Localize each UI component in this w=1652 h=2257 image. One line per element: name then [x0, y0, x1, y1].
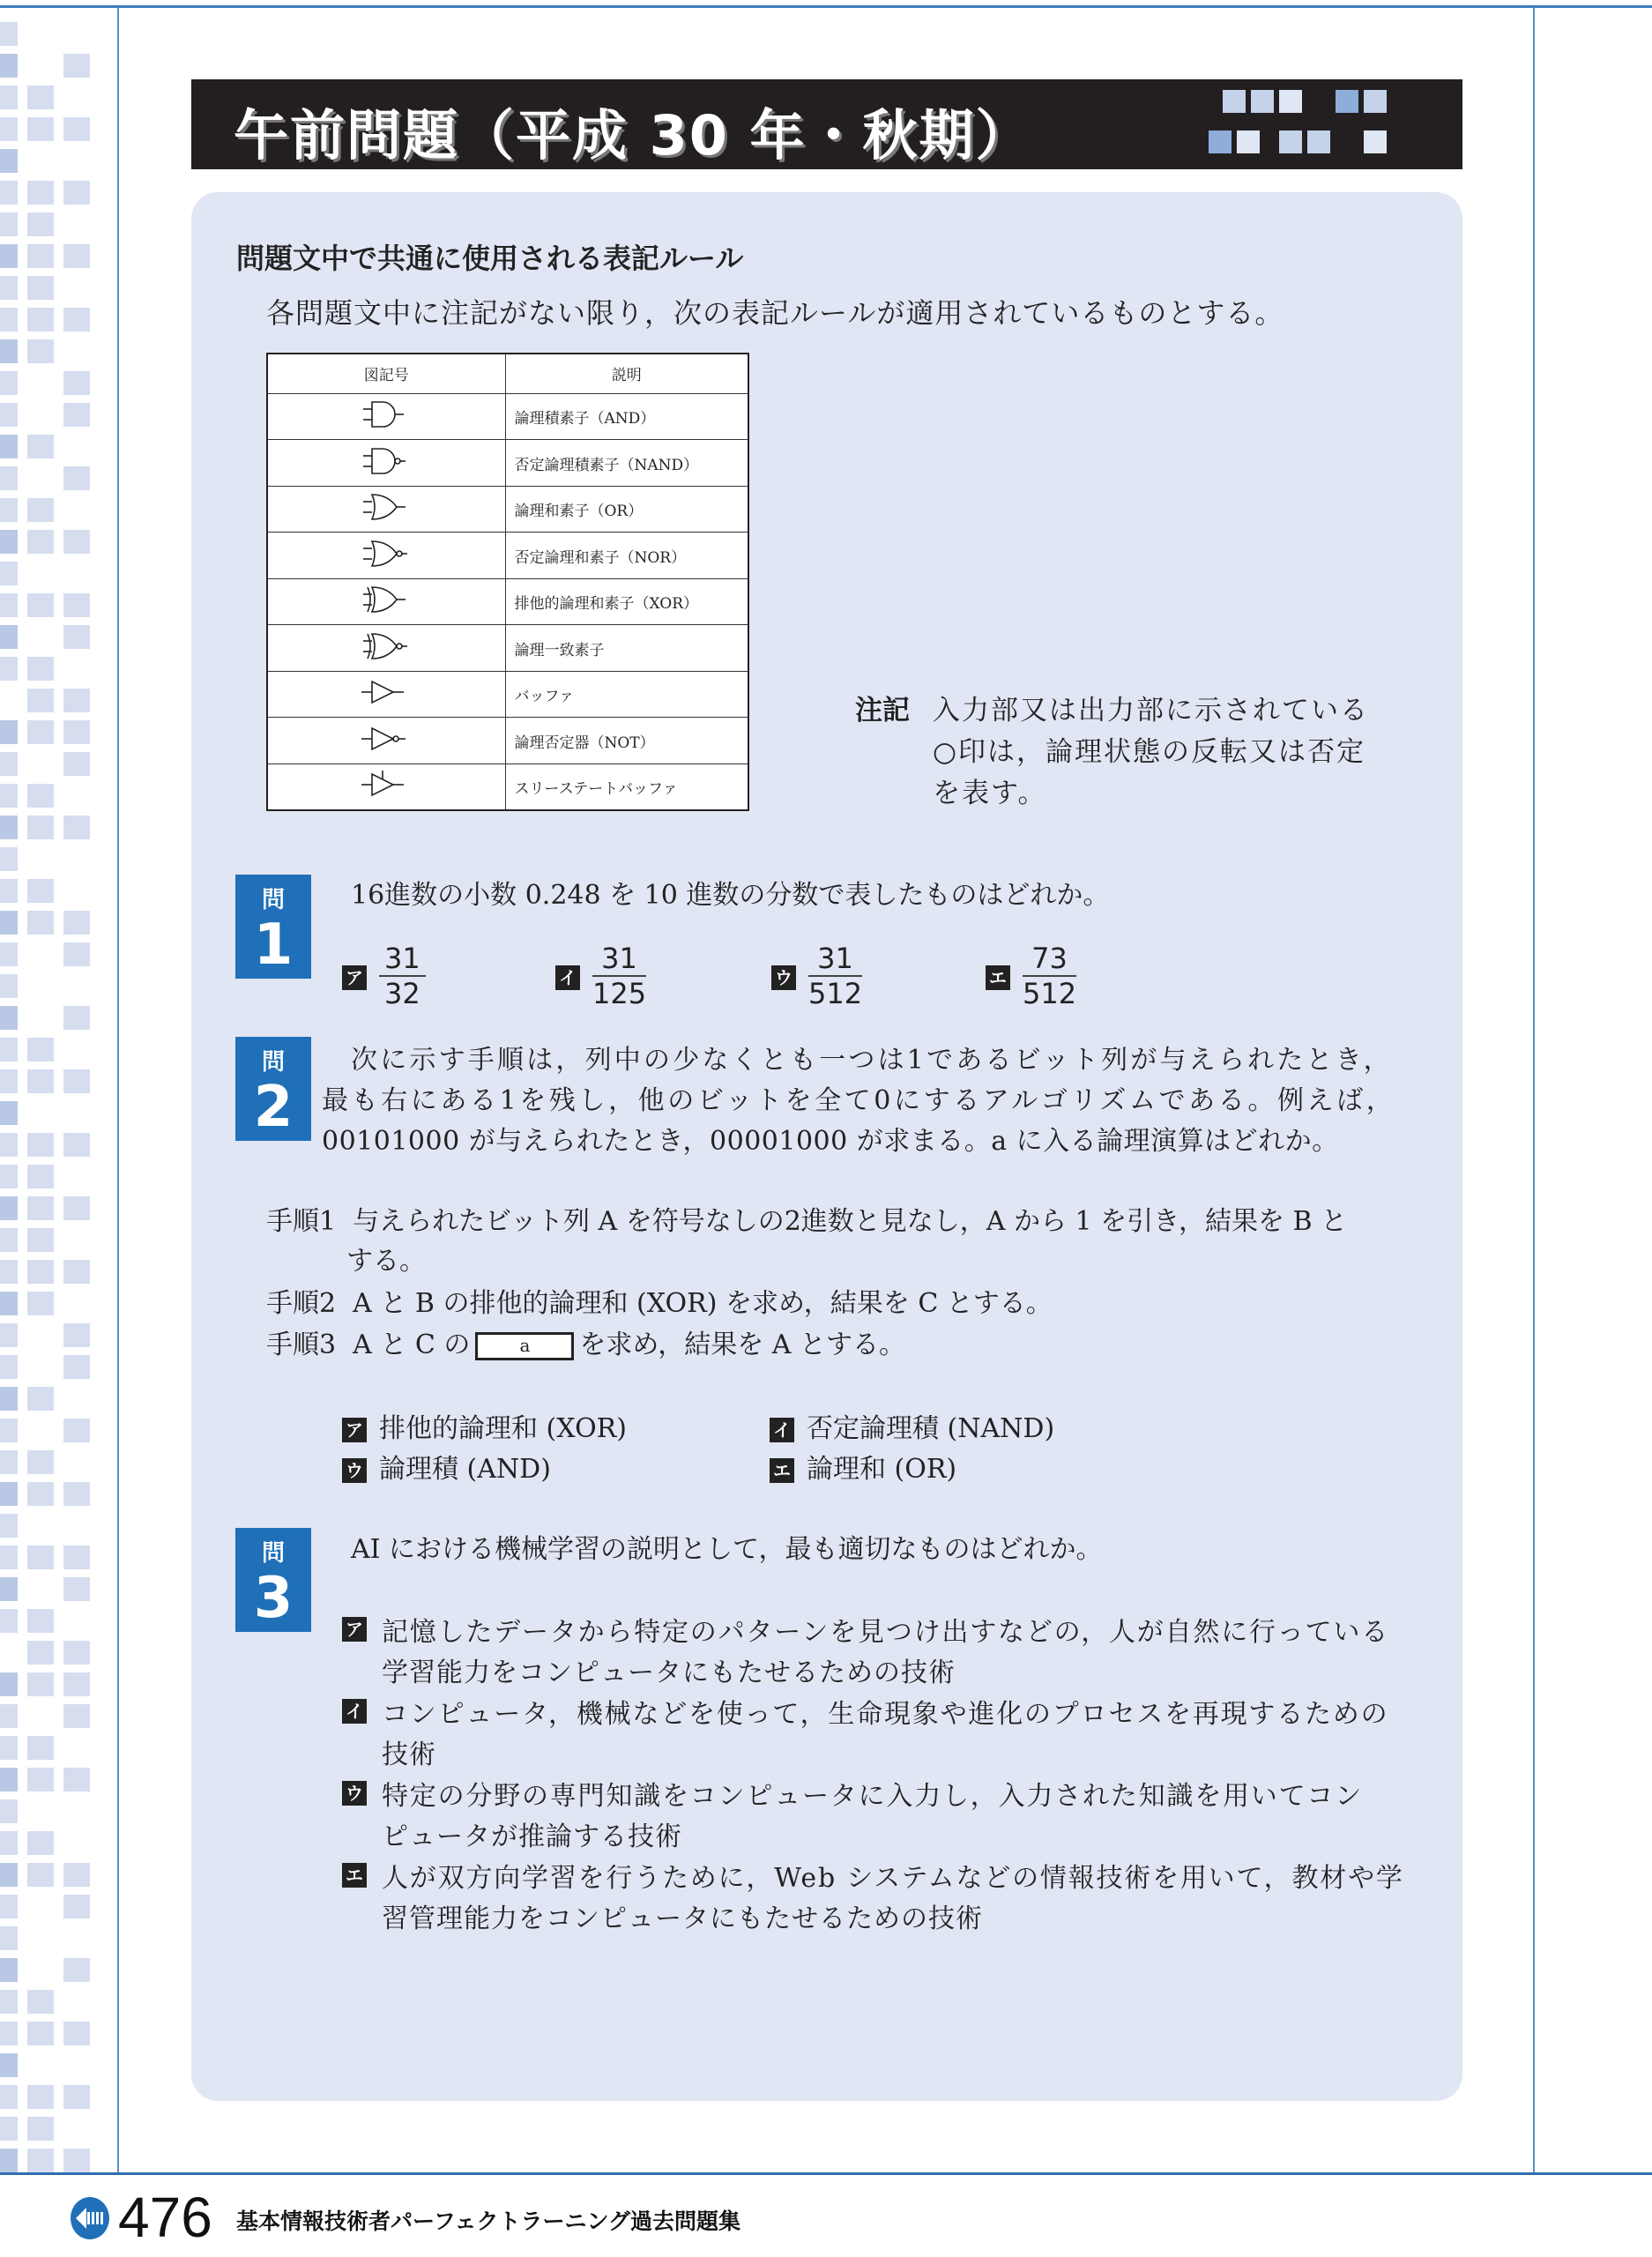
pattern-square [0, 466, 18, 490]
pattern-square [0, 2022, 18, 2045]
choice-fraction[interactable] [379, 942, 426, 1010]
step-text: を求め，結果を A とする。 [579, 1330, 905, 1360]
choice-text-line: 特定の分野の専門知識をコンピュータに入力し，入力された知識を用いてコン [382, 1781, 1363, 1812]
numerator: 31 [592, 942, 646, 977]
pattern-square [63, 2022, 90, 2045]
step-text: 与えられたビット列 A を符号なしの2進数と見なし，A から 1 を引き，結果を B と [353, 1206, 1348, 1237]
choice-mark: エ [342, 1863, 367, 1888]
pattern-square [0, 339, 18, 363]
pattern-square [0, 22, 18, 46]
step-label: 手順3 [266, 1330, 337, 1360]
pattern-square [27, 2149, 54, 2172]
pattern-square [0, 1799, 18, 1823]
pattern-square [0, 1577, 18, 1601]
pattern-square [0, 784, 18, 808]
col-header-desc: 説明 [505, 354, 748, 393]
pattern-square [27, 657, 54, 681]
pattern-square [27, 720, 54, 744]
pattern-square [63, 1006, 90, 1030]
choice-option[interactable] [770, 1406, 1054, 1445]
pattern-square [0, 1292, 18, 1315]
pattern-square [63, 308, 90, 331]
pattern-square [27, 1609, 54, 1633]
question-number: 3 [253, 1566, 294, 1631]
pattern-square [63, 530, 90, 554]
table-row [267, 440, 748, 487]
pattern-square [0, 435, 18, 458]
pattern-square [0, 720, 18, 744]
pattern-square [0, 1006, 18, 1030]
book-title: 基本情報技術者パーフェクトラーニング過去問題集 [236, 2209, 741, 2234]
pattern-square [27, 1641, 54, 1665]
pattern-square [27, 1292, 54, 1315]
pattern-square [0, 530, 18, 554]
title-square [1223, 90, 1246, 113]
pattern-square [63, 942, 90, 966]
pattern-square [0, 1133, 18, 1157]
numerator: 31 [379, 942, 426, 977]
pattern-square [63, 181, 90, 205]
pattern-square [0, 942, 18, 966]
pattern-square [0, 181, 18, 205]
symbol-description: スリーステートバッファ [505, 764, 748, 810]
choice-mark: ア [342, 1617, 367, 1642]
pattern-square [0, 1038, 18, 1061]
pattern-square [63, 1672, 90, 1696]
step-1-cont: する。 [346, 1246, 426, 1277]
pattern-square [27, 593, 54, 617]
choice-text-line: 学習能力をコンピュータにもたせるための技術 [382, 1657, 956, 1688]
badge-label: 問 [261, 887, 285, 913]
pattern-square [27, 498, 54, 522]
title-square [1251, 90, 1274, 113]
choice-mark: ウ [771, 965, 796, 990]
pattern-square [0, 1672, 18, 1696]
q2-line: 最も右にある1を残し，他のビットを全て0にするアルゴリズムである。例えば， [322, 1085, 1396, 1116]
top-rule [0, 5, 1652, 8]
pattern-square [27, 1165, 54, 1188]
pattern-square [63, 1133, 90, 1157]
buffer-icon [267, 671, 505, 718]
choice-mark: ウ [342, 1781, 367, 1806]
pattern-square [63, 1546, 90, 1569]
q1-text: 16進数の小数 0.248 を 10 進数の分数で表したものはどれか。 [351, 880, 1110, 911]
nand-gate-icon [267, 440, 505, 487]
pattern-square [27, 2117, 54, 2141]
pattern-square [27, 1831, 54, 1855]
pattern-square [0, 403, 18, 427]
choice-mark: ウ [342, 1458, 367, 1483]
left-margin-rule [117, 7, 119, 2174]
title-square [1237, 130, 1260, 153]
pattern-square [0, 1323, 18, 1347]
choice-option[interactable] [342, 1447, 551, 1486]
or-gate-icon [267, 486, 505, 533]
pattern-square [27, 2022, 54, 2045]
choice-text: 論理和 (OR) [807, 1454, 957, 1485]
q3-text: AI における機械学習の説明として，最も適切なものはどれか。 [351, 1534, 1103, 1565]
pattern-square [27, 1038, 54, 1061]
pattern-square [63, 117, 90, 141]
choice-text-line: 人が双方向学習を行うために，Web システムなどの情報技術を用いて，教材や学 [382, 1863, 1404, 1894]
symbol-description: 論理否定器（NOT） [505, 718, 748, 764]
title-square [1336, 90, 1358, 113]
pattern-square [27, 784, 54, 808]
denominator: 512 [1023, 977, 1077, 1010]
choice-text-line: ピュータが推論する技術 [382, 1821, 682, 1852]
pattern-square [0, 276, 18, 300]
pattern-square [0, 625, 18, 649]
title-bar [191, 79, 1462, 169]
pattern-square [27, 530, 54, 554]
pattern-square [63, 911, 90, 935]
pattern-square [63, 1958, 90, 1982]
pattern-square [63, 1482, 90, 1506]
pattern-square [27, 86, 54, 109]
pattern-square [0, 1514, 18, 1538]
pattern-square [63, 816, 90, 839]
choice-fraction[interactable] [808, 942, 862, 1010]
pattern-square [0, 1958, 18, 1982]
table-row [267, 578, 748, 625]
pattern-square [63, 371, 90, 395]
choice-mark: イ [770, 1418, 794, 1442]
step-3 [266, 1322, 905, 1361]
pattern-square [0, 1990, 18, 2014]
pattern-square [27, 1672, 54, 1696]
question-badge-1 [235, 875, 311, 979]
pattern-square [27, 1990, 54, 2014]
pattern-square [0, 244, 18, 268]
choice-text-line: 習管理能力をコンピュータにもたせるための技術 [382, 1903, 983, 1934]
page-number: 476 [118, 2186, 212, 2249]
table-row [267, 764, 748, 810]
choice-mark: エ [770, 1458, 794, 1483]
pattern-square [0, 149, 18, 173]
choice-text: 排他的論理和 (XOR) [379, 1413, 627, 1444]
pattern-square [27, 1768, 54, 1791]
col-header-symbol: 図記号 [267, 354, 505, 393]
pattern-square [0, 1768, 18, 1791]
pattern-square [0, 974, 18, 998]
blank-a: a [475, 1332, 574, 1360]
pattern-square [63, 1355, 90, 1379]
pattern-square [0, 1387, 18, 1411]
pattern-square [0, 847, 18, 871]
page-title: 午前問題（平成 30 年・秋期） [234, 103, 1032, 168]
choice-text-line: 記憶したデータから特定のパターンを見つけ出すなどの，人が自然に行っている [382, 1617, 1389, 1648]
badge-label: 問 [261, 1540, 285, 1567]
pattern-square [63, 1895, 90, 1918]
xnor-gate-icon [267, 625, 505, 672]
nor-gate-icon [267, 533, 505, 579]
pattern-square [63, 752, 90, 776]
choice-mark: イ [555, 965, 580, 990]
denominator: 125 [592, 977, 647, 1010]
step-text: A と B の排他的論理和 (XOR) を求め，結果を C とする。 [353, 1288, 1053, 1319]
symbol-description: 否定論理積素子（NAND） [505, 440, 748, 487]
not-gate-icon [267, 718, 505, 764]
pattern-square [27, 1228, 54, 1252]
pattern-square [0, 1228, 18, 1252]
step-text: A と C の [353, 1330, 471, 1360]
pattern-square [0, 1196, 18, 1220]
note-line: 入力部又は出力部に示されている [933, 695, 1369, 726]
title-square [1364, 130, 1387, 153]
pattern-square [0, 593, 18, 617]
table-row [267, 533, 748, 579]
pattern-square [0, 1482, 18, 1506]
pattern-square [0, 1419, 18, 1442]
note-label: 注記 [855, 695, 910, 726]
pattern-square [63, 1577, 90, 1601]
pattern-square [27, 339, 54, 363]
symbol-description: 論理積素子（AND） [505, 393, 748, 440]
pattern-square [63, 593, 90, 617]
note-line: ○印は，論理状態の反転又は否定 [933, 736, 1366, 768]
pattern-square [63, 1704, 90, 1728]
symbol-description: 否定論理和素子（NOR） [505, 533, 748, 579]
pattern-square [0, 1069, 18, 1093]
pattern-square [63, 720, 90, 744]
pattern-square [27, 1387, 54, 1411]
pattern-square [27, 879, 54, 903]
pattern-square [0, 2149, 18, 2172]
title-square [1279, 90, 1302, 113]
pattern-square [63, 54, 90, 78]
symbol-description: バッファ [505, 671, 748, 718]
table-row [267, 393, 748, 440]
pattern-square [0, 1704, 18, 1728]
pattern-square [63, 689, 90, 712]
pattern-square [27, 1482, 54, 1506]
pattern-square [0, 1165, 18, 1188]
choice-fraction[interactable] [1023, 942, 1076, 1010]
pattern-square [0, 2085, 18, 2109]
pattern-square [27, 117, 54, 141]
question-badge-2 [235, 1037, 311, 1141]
pattern-square [27, 1133, 54, 1157]
symbol-description: 論理一致素子 [505, 625, 748, 672]
pattern-square [0, 879, 18, 903]
denominator: 512 [808, 977, 863, 1010]
pattern-square [27, 276, 54, 300]
pattern-square [0, 1863, 18, 1887]
pattern-square [27, 1069, 54, 1093]
pattern-square [27, 244, 54, 268]
choice-text: 否定論理積 (NAND) [807, 1413, 1055, 1444]
choice-text: 論理積 (AND) [379, 1454, 551, 1485]
pattern-square [0, 1546, 18, 1569]
pattern-square [0, 1736, 18, 1760]
choice-option[interactable] [342, 1406, 627, 1445]
choice-text-line: 技術 [382, 1739, 436, 1770]
pattern-square [0, 117, 18, 141]
pattern-square [27, 435, 54, 458]
pattern-square [27, 308, 54, 331]
and-gate-icon [267, 393, 505, 440]
back-arrow-icon[interactable] [71, 2197, 109, 2239]
pattern-square [27, 1260, 54, 1284]
right-margin-rule [1533, 7, 1535, 2174]
numerator: 73 [1023, 942, 1076, 977]
table-row [267, 625, 748, 672]
pattern-square [27, 2085, 54, 2109]
pattern-square [0, 1926, 18, 1950]
pattern-square [0, 1450, 18, 1474]
pattern-square [0, 1609, 18, 1633]
denominator: 32 [384, 977, 420, 1010]
pattern-square [63, 403, 90, 427]
question-number: 2 [253, 1075, 294, 1140]
title-square [1209, 130, 1232, 153]
table-row [267, 718, 748, 764]
pattern-square [0, 1895, 18, 1918]
pattern-square [63, 625, 90, 649]
title-square [1307, 130, 1330, 153]
pattern-square [0, 1260, 18, 1284]
pattern-square [63, 2149, 90, 2172]
table-row [267, 486, 748, 533]
pattern-square [27, 689, 54, 712]
pattern-square [0, 2053, 18, 2077]
tristate-buffer-icon [267, 764, 505, 810]
pattern-square [27, 212, 54, 236]
pattern-square [27, 816, 54, 839]
pattern-square [27, 911, 54, 935]
choice-mark: ア [342, 1418, 367, 1442]
pattern-square [27, 1450, 54, 1474]
table-row [267, 671, 748, 718]
pattern-square [27, 181, 54, 205]
choice-mark: エ [986, 965, 1010, 990]
step-label: 手順1 [266, 1206, 337, 1237]
pattern-square [27, 1546, 54, 1569]
choice-option[interactable] [770, 1447, 956, 1486]
choice-mark: イ [342, 1699, 367, 1724]
symbol-table [266, 353, 749, 811]
pattern-square [0, 86, 18, 109]
pattern-square [63, 1196, 90, 1220]
pattern-square [27, 1736, 54, 1760]
numerator: 31 [808, 942, 862, 977]
pattern-square [63, 244, 90, 268]
pattern-square [63, 1069, 90, 1093]
pattern-square [0, 1831, 18, 1855]
choice-fraction[interactable] [592, 942, 646, 1010]
choice-mark: ア [342, 965, 367, 990]
pattern-square [63, 1260, 90, 1284]
pattern-square [0, 54, 18, 78]
pattern-square [63, 1419, 90, 1442]
pattern-square [0, 562, 18, 585]
pattern-square [0, 308, 18, 331]
pattern-square [0, 1101, 18, 1125]
pattern-square [0, 212, 18, 236]
rules-intro: 各問題文中に注記がない限り，次の表記ルールが適用されているものとする。 [266, 296, 1284, 330]
pattern-square [0, 1355, 18, 1379]
symbol-description: 論理和素子（OR） [505, 486, 748, 533]
rules-heading: 問題文中で共通に使用される表記ルール [236, 242, 744, 275]
pattern-square [0, 911, 18, 935]
pattern-square [0, 498, 18, 522]
pattern-square [0, 657, 18, 681]
choice-text-line: コンピュータ，機械などを使って，生命現象や進化のプロセスを再現するための [382, 1699, 1389, 1730]
question-badge-3 [235, 1528, 311, 1632]
q2-line: 00101000 が与えられたとき，00001000 が求まる。a に入る論理演算はどれか。 [322, 1126, 1339, 1157]
xor-gate-icon [267, 578, 505, 625]
q2-line: 次に示す手順は，列中の少なくとも一つは1であるビット列が与えられたとき， [351, 1045, 1393, 1076]
pattern-square [63, 1768, 90, 1791]
title-square [1364, 90, 1387, 113]
pattern-square [63, 1641, 90, 1665]
pattern-square [0, 752, 18, 776]
pattern-square [0, 371, 18, 395]
pattern-square [27, 1196, 54, 1220]
bottom-rule [0, 2172, 1652, 2175]
symbol-description: 排他的論理和素子（XOR） [505, 578, 748, 625]
pattern-square [63, 1323, 90, 1347]
badge-label: 問 [261, 1049, 285, 1076]
step-2 [266, 1281, 1053, 1320]
pattern-square [0, 816, 18, 839]
pattern-square [27, 1863, 54, 1887]
pattern-square [0, 2117, 18, 2141]
note-line: を表す。 [933, 778, 1047, 809]
pattern-square [63, 466, 90, 490]
step-label: 手順2 [266, 1288, 337, 1319]
title-square [1279, 130, 1302, 153]
pattern-square [63, 1863, 90, 1887]
pattern-square [63, 2085, 90, 2109]
step-1 [266, 1199, 1347, 1238]
question-number: 1 [253, 912, 294, 978]
